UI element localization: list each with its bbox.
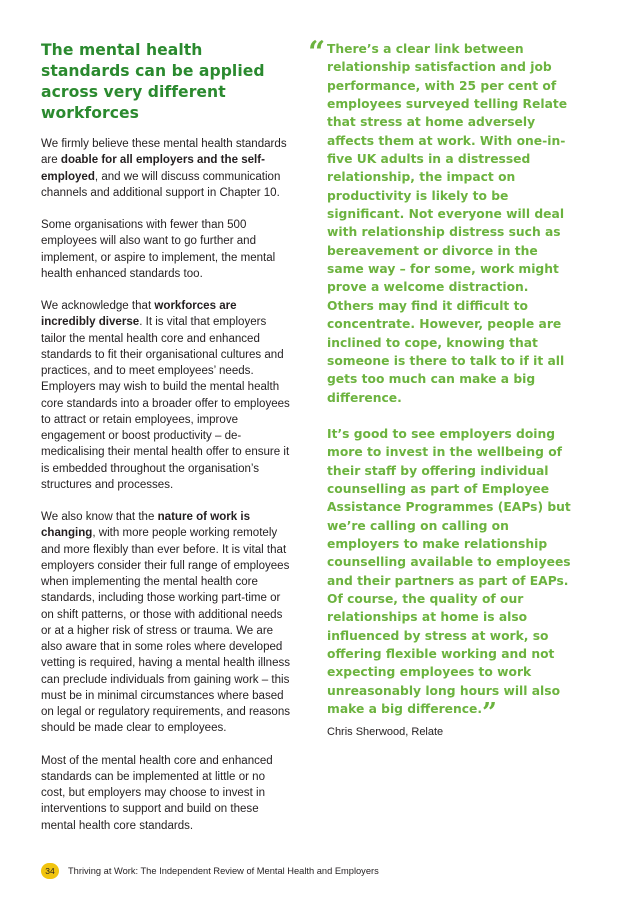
left-column: [41, 40, 291, 850]
text-run: We acknowledge that: [41, 300, 155, 312]
bold-run: nature of work is changing: [41, 511, 251, 540]
pull-quote: [308, 35, 573, 739]
quote-paragraph-text: It’s good to see employers doing more to invest in the wellbeing of their staff by offering individual counselling as part of Employee Assistance Programmes (EAPs) but we’re calling on calling on employers to make relationship counselling available to employees and their partners as part of EAPs. Of course, the quality of our relationships at home is also influenced by stress at work, so offering flexible working and not expecting employees to work unreasonably long hours will also make a big difference.: [327, 426, 571, 717]
quote-paragraph: [327, 425, 573, 729]
body-paragraph: [41, 136, 291, 201]
page-number-badge: 34: [41, 863, 59, 879]
bold-run: workforces are incredibly diverse: [41, 300, 237, 329]
open-quote-icon: “: [308, 35, 326, 70]
bold-run: doable for all employers and the self-employed: [41, 154, 265, 183]
body-paragraph: [41, 298, 291, 493]
close-quote-icon: ”: [482, 698, 498, 729]
section-heading: The mental health standards can be applied across very different workforces: [41, 41, 265, 122]
quote-text: [327, 40, 573, 729]
page-footer: [41, 863, 379, 879]
body-paragraph: [41, 217, 291, 282]
text-run: , and we will discuss communication channels and additional support in Chapter 10.: [41, 170, 281, 199]
text-run: . It is vital that employers tailor the mental health core and enhanced standards to fit their organisational cultures and practices, and to meet employees’ needs. Employers may wish to build the mental health core standards into a broader offer to employees to attract or retain employees, improve engagement or boost productivity – de-medicalising their mental health offer to ensure it is embedded throughout the organisation’s structures and processes.: [41, 316, 290, 491]
body-paragraph: [41, 753, 291, 834]
body-text: [41, 136, 291, 834]
text-run: , with more people working remotely and more flexibly than ever before. It is vital that employers consider their full range of employees when implementing the mental health core standards, including those working part-time or on shift patterns, or those with additional needs or at a higher risk of stress or trauma. We are also aware that in some roles where developed vetting is required, having a mental health illness can preclude individuals from gaining work – this must be in minimal circumstances where based on legal or regulatory requirements, and reasons should be made clear to employees.: [41, 527, 291, 735]
footer-title: Thriving at Work: The Independent Review of Mental Health and Employers: [68, 866, 379, 876]
quote-attribution: Chris Sherwood, Relate: [327, 726, 444, 739]
quote-paragraph: There’s a clear link between relationship satisfaction and job performance, with 25 per cent of employees surveyed telling Relate that stress at home adversely affects them at work. With one-in-five UK adults in a distressed relationship, the impact on productivity is likely to be significant. Not everyone will deal with relationship distress such as bereavement or divorce in the same way – for some, work might prove a welcome distraction. Others may find it difficult to concentrate. However, people are inclined to cope, knowing that someone is there to talk to if it all gets too much can make a big difference.: [327, 42, 568, 405]
text-run: We firmly believe these mental health standards are: [41, 138, 287, 167]
text-run: We also know that the: [41, 511, 158, 523]
text-run: Some organisations with fewer than 500 employees will also want to go further and implement, or aspire to implement, the mental health enhanced standards too.: [41, 219, 276, 280]
text-run: Most of the mental health core and enhanced standards can be implemented at little or no cost, but employers may choose to invest in interventions to support and build on these mental health core standards.: [41, 754, 273, 832]
body-paragraph: [41, 509, 291, 737]
